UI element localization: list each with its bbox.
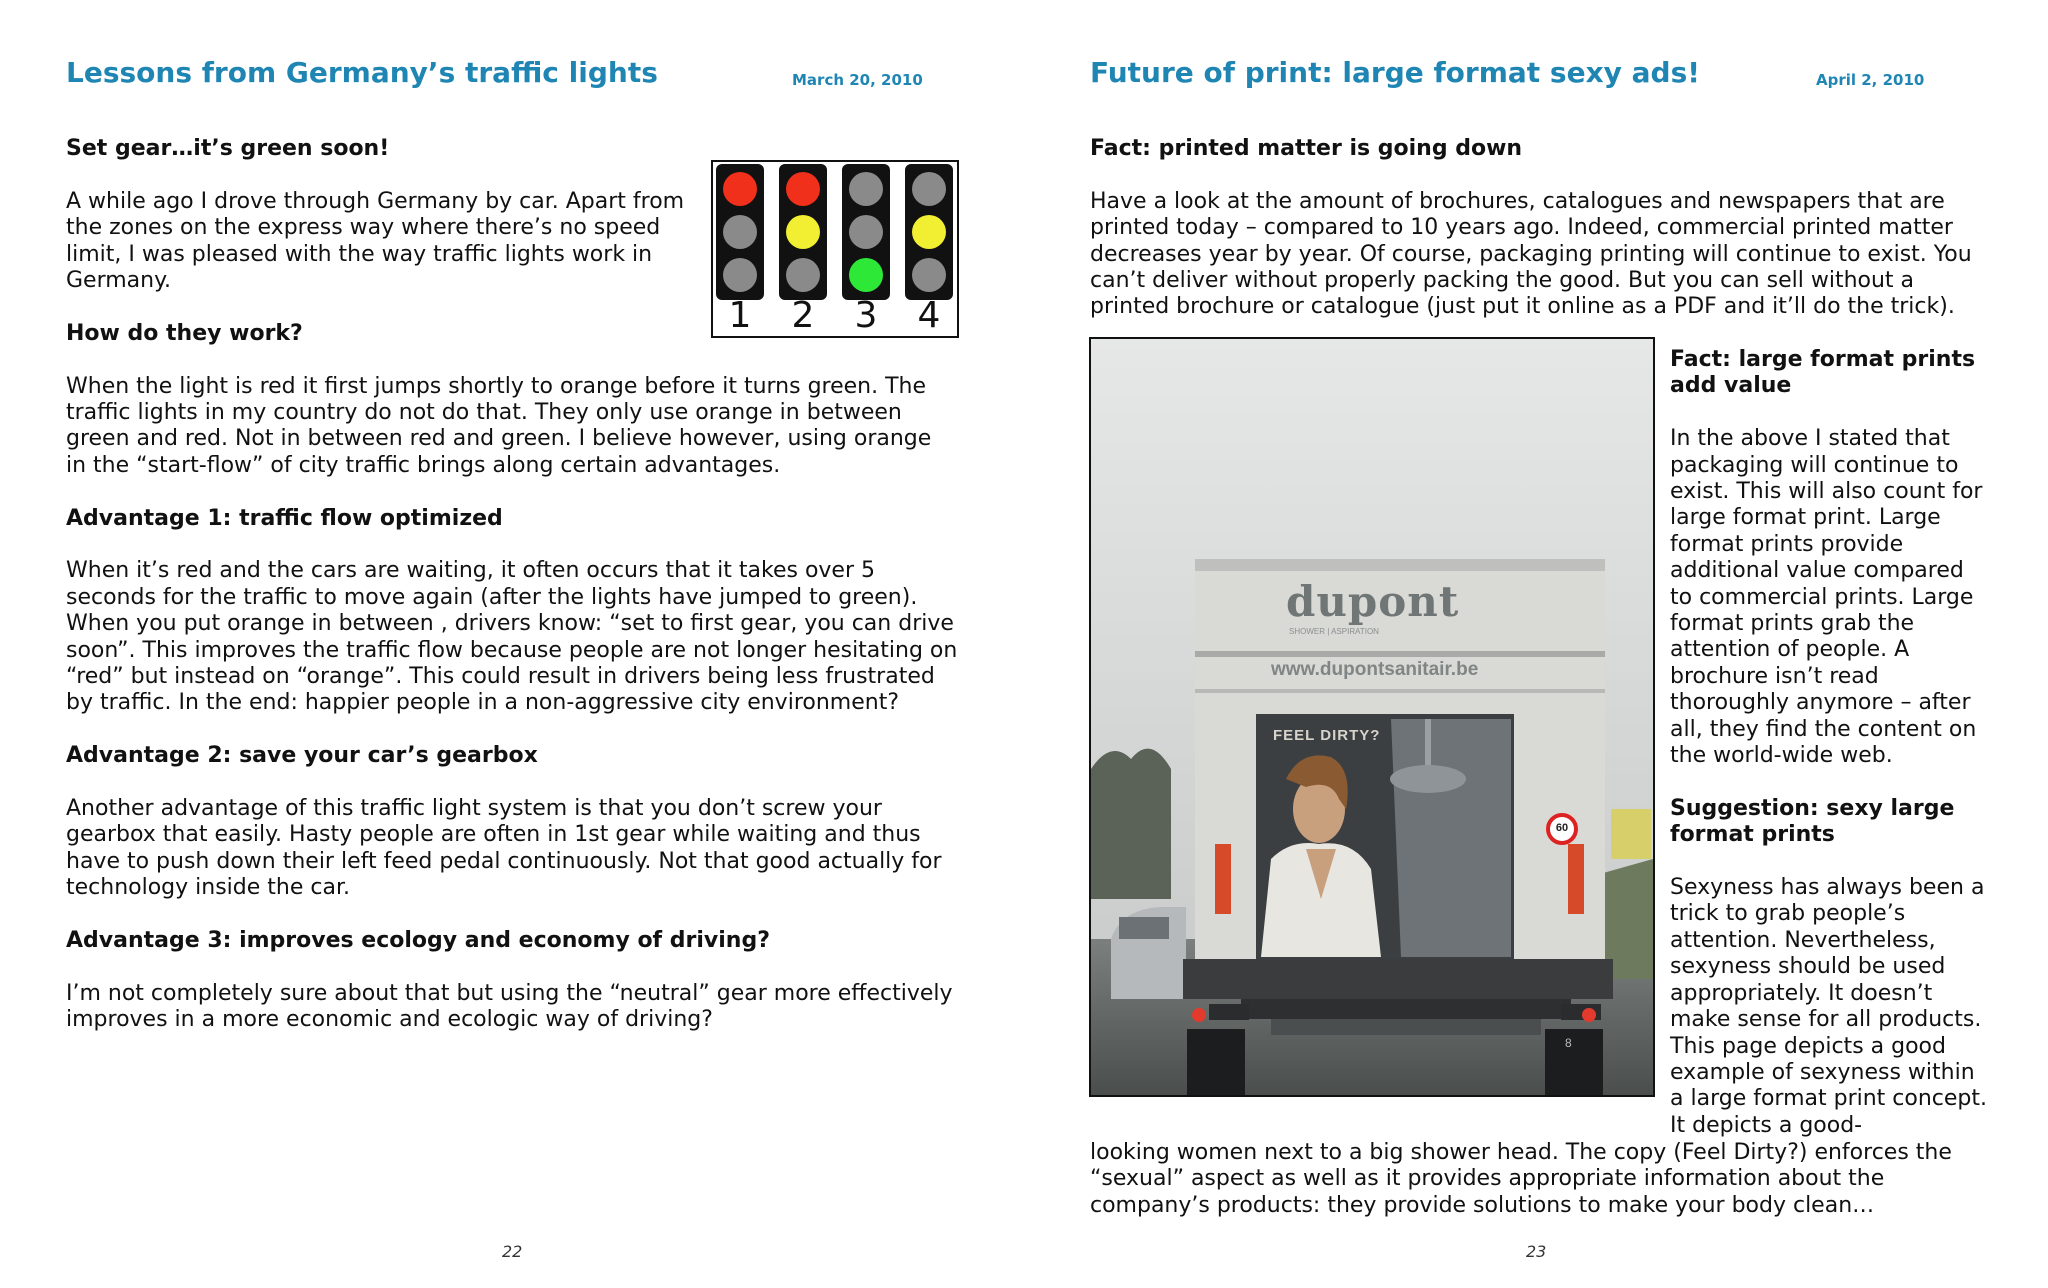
lamp-icon xyxy=(723,258,757,292)
article-tail xyxy=(1090,1140,2000,1219)
light-number: 2 xyxy=(791,295,815,336)
lamp-icon xyxy=(849,258,883,292)
light-number: 4 xyxy=(917,295,941,336)
lamp-icon xyxy=(786,172,820,206)
paragraph: I’m not completely sure about that but using the “neutral” gear more effectively improves in a more economic and ecologic way of driving? xyxy=(66,980,953,1033)
page-number: 22 xyxy=(502,1242,523,1261)
page-title: Lessons from Germany’s traffic lights xyxy=(66,56,658,89)
paragraph: Another advantage of this traffic light system is that you don’t screw your gearbox that easily. Hasty people are often in 1st gear while waiting and thus have to push down their left feed pedal continuously. Not that good actually for technology inside the car. xyxy=(66,796,942,901)
lamp-icon xyxy=(912,172,946,206)
ad-copy: FEEL DIRTY? xyxy=(1273,727,1381,744)
section-heading: Set gear…it’s green soon! xyxy=(66,136,390,161)
post-date: April 2, 2010 xyxy=(1816,71,1925,89)
lamp-icon xyxy=(786,215,820,249)
lamp-icon xyxy=(849,172,883,206)
page-number: 23 xyxy=(1526,1242,1547,1261)
plate-number: 8 xyxy=(1565,1036,1572,1050)
section-heading: Advantage 2: save your car’s gearbox xyxy=(66,743,538,769)
section-heading: Fact: large format prints add value xyxy=(1670,347,1976,399)
paragraph: In the above I stated that packaging will continue to exist. This will also count for large format print. Large format prints provide additional value compared to commercial prints. Large format prints grab the attention of people. A brochure isn’t read thoroughly anymore – after all, they find the content on the world-wide web. xyxy=(1670,426,1983,769)
traffic-light-1 xyxy=(716,164,764,300)
light-number: 3 xyxy=(854,295,878,336)
traffic-light-2 xyxy=(779,164,827,300)
article-side-column xyxy=(1670,347,1990,1139)
section-heading: Fact: printed matter is going down xyxy=(1090,136,1523,161)
speed-sign-value: 60 xyxy=(1555,822,1569,834)
lamp-icon xyxy=(723,172,757,206)
paragraph: When the light is red it first jumps shortly to orange before it turns green. The traffic lights in my country do not do that. They only use orange in between green and red. Not in between red and green. I believe however, using orange in the “start-flow” of city traffic brings along certain advantages. xyxy=(66,373,932,478)
section-heading: Suggestion: sexy large format prints xyxy=(1670,795,1955,848)
lamp-icon xyxy=(786,258,820,292)
article-intro xyxy=(1090,136,2000,347)
truck-brand: dupont xyxy=(1286,577,1460,626)
traffic-light-3 xyxy=(842,164,890,300)
truck-brand-subtitle: SHOWER | ASPIRATION xyxy=(1289,627,1379,636)
traffic-lights-figure xyxy=(711,160,959,338)
paragraph: Sexyness has always been a trick to grab people’s attention. Nevertheless, sexyness should be used appropriately. It doesn’t make sense for all products. This page depicts a good example of sexyness within a large format print concept. It depicts a good- xyxy=(1670,875,1988,1138)
lamp-icon xyxy=(912,215,946,249)
light-number: 1 xyxy=(728,295,752,336)
paragraph: Have a look at the amount of brochures, catalogues and newspapers that are printed today – compared to 10 years ago. Indeed, commercial printed matter decreases year by year. Of course, packaging printing will continue to exist. You can’t deliver without properly packing the good. But you can sell without a printed brochure or catalogue (just put it online as a PDF and it’ll do the trick). xyxy=(1090,188,1972,320)
lamp-icon xyxy=(723,215,757,249)
section-heading: Advantage 3: improves ecology and economy of driving? xyxy=(66,928,770,954)
section-heading: Advantage 1: traffic flow optimized xyxy=(66,505,503,531)
lamp-icon xyxy=(912,258,946,292)
paragraph: When it’s red and the cars are waiting, it often occurs that it takes over 5 seconds for the traffic to move again (after the lights have jumped to green). When you put orange in between , drivers know: “set to first gear, you can drive soon”. This improves the traffic flow because people are not longer hesitating on “red” but instead on “orange”. This could result in drivers being less frustrated by traffic. In the end: happier people in a non-aggressive city environment? xyxy=(66,558,958,716)
paragraph: A while ago I drove through Germany by car. Apart from the zones on the express way where there’s no speed limit, I was pleased with the way traffic lights work in Germany. xyxy=(66,188,685,294)
lamp-icon xyxy=(849,215,883,249)
truck-illustration xyxy=(1091,339,1653,1095)
truck-advert-photo xyxy=(1089,337,1655,1097)
truck-website: www.dupontsanitair.be xyxy=(1271,659,1479,680)
page-title: Future of print: large format sexy ads! xyxy=(1090,56,1701,89)
post-date: March 20, 2010 xyxy=(792,71,923,89)
paragraph: looking women next to a big shower head. The copy (Feel Dirty?) enforces the “sexual” aspect as well as it provides appropriate information about the company’s products: they provide solutions to make your body clean… xyxy=(1090,1140,1952,1218)
section-heading: How do they work? xyxy=(66,320,303,346)
traffic-light-4 xyxy=(905,164,953,300)
